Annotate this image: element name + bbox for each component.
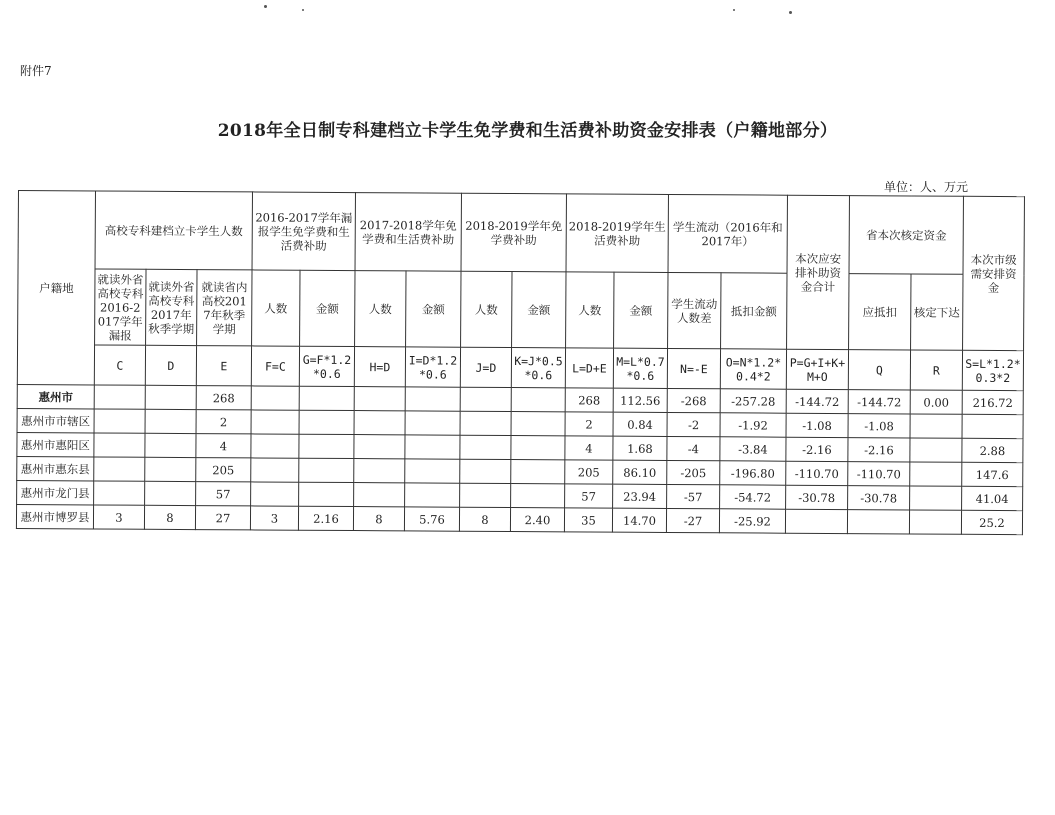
cell-d — [145, 481, 196, 505]
cell-r — [910, 486, 962, 510]
scan-speck — [789, 11, 792, 14]
formula-cell: D — [145, 345, 196, 385]
cell-k — [511, 412, 565, 436]
cell-l: 205 — [565, 460, 613, 484]
cell-g — [299, 458, 354, 482]
header-2016-2017-subsidy: 2016-2017学年漏报学生免学费和生活费补助 — [252, 192, 355, 271]
cell-c — [94, 409, 145, 433]
formula-cell: K=J*0.5*0.6 — [511, 348, 565, 388]
cell-o: -54.72 — [720, 485, 786, 509]
cell-r — [910, 438, 962, 462]
cell-j — [460, 411, 511, 435]
cell-o: -25.92 — [719, 509, 785, 533]
cell-i — [405, 387, 460, 411]
cell-c — [94, 433, 145, 457]
formula-cell: E — [196, 346, 251, 386]
cell-p: -110.70 — [786, 461, 848, 485]
cell-q: -2.16 — [848, 438, 910, 462]
cell-p — [785, 509, 847, 533]
header-amount: 金额 — [406, 271, 461, 347]
cell-c — [94, 385, 145, 409]
cell-n: -205 — [667, 460, 720, 484]
header-col-d: 就读外省高校专科2017年秋季学期 — [146, 269, 197, 345]
cell-h — [354, 435, 405, 459]
header-amount: 金额 — [512, 272, 566, 348]
cell-m: 1.68 — [613, 436, 667, 460]
cell-h — [354, 387, 405, 411]
cell-i — [405, 411, 460, 435]
cell-k: 2.40 — [510, 508, 564, 532]
formula-cell: S=L*1.2*0.3*2 — [962, 350, 1023, 390]
cell-f — [251, 434, 299, 458]
cell-c — [94, 457, 145, 481]
formula-cell: F=C — [251, 346, 299, 386]
formula-cell: N=-E — [667, 348, 720, 388]
cell-m: 112.56 — [613, 388, 667, 412]
header-province-funds: 省本次核定资金 — [849, 196, 963, 275]
cell-q: -1.08 — [848, 414, 910, 438]
cell-r — [909, 510, 961, 534]
cell-r: 0.00 — [910, 390, 962, 414]
cell-e: 2 — [196, 410, 251, 434]
formula-cell: C — [94, 345, 145, 385]
cell-f: 3 — [250, 506, 298, 530]
cell-i — [405, 435, 460, 459]
cell-c: 3 — [93, 505, 144, 529]
cell-c — [94, 481, 145, 505]
cell-j: 8 — [459, 507, 510, 531]
header-student-flow: 学生流动（2016年和2017年） — [668, 194, 787, 273]
formula-cell: J=D — [460, 347, 511, 387]
cell-p: -30.78 — [786, 485, 848, 509]
cell-q: -30.78 — [848, 486, 910, 510]
cell-q — [847, 510, 909, 534]
cell-e: 57 — [196, 482, 251, 506]
cell-s: 147.6 — [962, 462, 1023, 486]
formula-cell: P=G+I+K+M+O — [786, 349, 848, 389]
cell-o: -196.80 — [720, 461, 786, 485]
cell-j — [460, 459, 511, 483]
region-cell: 惠州市惠东县 — [17, 456, 94, 480]
scan-speck — [302, 9, 304, 11]
header-count: 人数 — [355, 271, 406, 347]
cell-k — [511, 388, 565, 412]
cell-o: -1.92 — [720, 413, 786, 437]
cell-s: 25.2 — [961, 510, 1022, 534]
cell-h: 8 — [353, 507, 404, 531]
cell-j — [460, 387, 511, 411]
header-student-count: 高校专科建档立卡学生人数 — [95, 191, 252, 270]
cell-m: 86.10 — [613, 460, 667, 484]
header-count: 人数 — [566, 272, 614, 348]
cell-j — [460, 435, 511, 459]
cell-d — [145, 457, 196, 481]
cell-e: 27 — [195, 506, 250, 530]
cell-g — [299, 410, 354, 434]
cell-f — [251, 482, 299, 506]
cell-m: 14.70 — [612, 508, 666, 532]
cell-p: -144.72 — [786, 389, 848, 413]
cell-k — [511, 460, 565, 484]
header-2018-2019-tuition: 2018-2019学年免学费补助 — [461, 193, 566, 272]
cell-k — [511, 436, 565, 460]
header-region: 户籍地 — [17, 191, 95, 385]
cell-l: 4 — [565, 436, 613, 460]
cell-n: -27 — [666, 508, 719, 532]
cell-g — [299, 434, 354, 458]
header-count: 人数 — [252, 270, 300, 346]
table-row — [16, 504, 1022, 534]
region-cell: 惠州市博罗县 — [16, 504, 93, 528]
cell-s — [962, 414, 1023, 438]
cell-e: 4 — [196, 434, 251, 458]
header-col-c: 就读外省高校专科2016-2017学年漏报 — [95, 269, 146, 345]
cell-s: 41.04 — [962, 486, 1023, 510]
header-col-e: 就读省内高校2017年秋季学期 — [197, 270, 252, 346]
scan-speck — [733, 9, 735, 11]
header-flow-diff: 学生流动人数差 — [668, 272, 721, 348]
cell-o: -257.28 — [720, 389, 786, 413]
formula-cell: R — [910, 350, 962, 390]
cell-o: -3.84 — [720, 437, 786, 461]
region-cell: 惠州市 — [17, 384, 94, 408]
header-amount: 金额 — [614, 272, 668, 348]
formula-cell: H=D — [354, 347, 405, 387]
cell-m: 23.94 — [613, 484, 667, 508]
cell-p: -1.08 — [786, 413, 848, 437]
funding-table — [16, 190, 1025, 535]
unit-label: 单位：人、万元 — [884, 180, 969, 194]
cell-e: 205 — [196, 458, 251, 482]
cell-d — [145, 433, 196, 457]
cell-d: 8 — [144, 505, 195, 529]
cell-g — [299, 482, 354, 506]
cell-s: 216.72 — [962, 390, 1023, 414]
cell-n: -2 — [667, 412, 720, 436]
page-title: 2018年全日制专科建档立卡学生免学费和生活费补助资金安排表（户籍地部分） — [217, 121, 838, 141]
cell-l: 57 — [565, 484, 613, 508]
cell-r — [910, 414, 962, 438]
cell-d — [145, 409, 196, 433]
cell-n: -57 — [667, 484, 720, 508]
header-count: 人数 — [461, 271, 512, 347]
formula-cell: G=F*1.2*0.6 — [299, 346, 354, 386]
cell-e: 268 — [196, 386, 251, 410]
header-total-subsidy: 本次应安排补助资金合计 — [787, 195, 850, 349]
scan-speck — [264, 5, 267, 8]
cell-g — [299, 386, 354, 410]
region-cell: 惠州市惠阳区 — [17, 432, 94, 456]
header-approved: 核定下达 — [911, 274, 963, 350]
cell-i — [405, 459, 460, 483]
header-city-funds: 本次市级需安排资金 — [963, 196, 1025, 350]
region-cell: 惠州市市辖区 — [17, 408, 94, 432]
cell-f — [251, 386, 299, 410]
cell-n: -268 — [667, 388, 720, 412]
header-2018-2019-living: 2018-2019学年生活费补助 — [566, 194, 668, 273]
cell-h — [354, 459, 405, 483]
region-cell: 惠州市龙门县 — [17, 480, 94, 504]
cell-i — [405, 483, 460, 507]
cell-h — [354, 483, 405, 507]
cell-d — [145, 385, 196, 409]
formula-cell: O=N*1.2*0.4*2 — [720, 349, 786, 389]
cell-p: -2.16 — [786, 437, 848, 461]
cell-i: 5.76 — [404, 507, 459, 531]
formula-cell: L=D+E — [565, 348, 613, 388]
cell-l: 35 — [564, 508, 612, 532]
cell-g: 2.16 — [298, 506, 353, 530]
cell-h — [354, 411, 405, 435]
cell-q: -110.70 — [848, 462, 910, 486]
cell-q: -144.72 — [848, 390, 910, 414]
header-deduction-amount: 抵扣金额 — [721, 273, 787, 349]
cell-j — [460, 483, 511, 507]
formula-cell: Q — [848, 350, 910, 390]
attachment-label: 附件7 — [20, 64, 52, 78]
cell-l: 2 — [565, 412, 613, 436]
header-2017-2018-subsidy: 2017-2018学年免学费和生活费补助 — [355, 193, 461, 272]
cell-k — [511, 484, 565, 508]
cell-s: 2.88 — [962, 438, 1023, 462]
cell-f — [251, 410, 299, 434]
header-amount: 金额 — [300, 270, 355, 346]
cell-l: 268 — [565, 388, 613, 412]
cell-m: 0.84 — [613, 412, 667, 436]
formula-cell: I=D*1.2*0.6 — [405, 347, 460, 387]
cell-f — [251, 458, 299, 482]
header-should-deduct: 应抵扣 — [849, 274, 911, 350]
cell-n: -4 — [667, 436, 720, 460]
cell-r — [910, 462, 962, 486]
formula-cell: M=L*0.7*0.6 — [613, 348, 667, 388]
